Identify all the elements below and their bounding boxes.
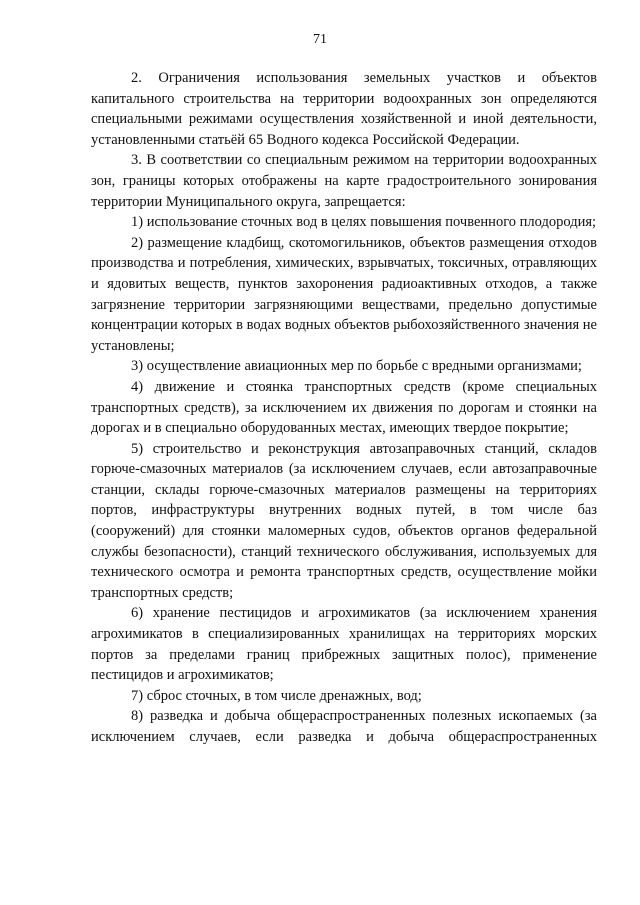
paragraph-item-3: 3. В соответствии со специальным режимом на территории водоохранных зон, границы которых отображены на карте градостроительного зонирования территории Муниципального округа, запрещается: <box>91 152 597 210</box>
list-item-1: 1) использование сточных вод в целях повышения почвенного плодородия; <box>131 214 597 231</box>
list-item-6: 6) хранение пестицидов и агрохимикатов (за исключением хранения агрохимикатов в специализированных хранилищах на территориях морских портов за пределами границ прибрежных защитных полос), применение пестицидов и агрохимикатов; <box>91 605 597 684</box>
list-item-8: 8) разведка и добыча общераспространенных полезных ископаемых (за исключением случаев, если разведка и добыча общераспространенных <box>91 708 597 745</box>
list-item-4: 4) движение и стоянка транспортных средств (кроме специальных транспортных средств), за исключением их движения по дорогам и стоянки на дорогах и в специально оборудованных местах, имеющих твердое покрытие; <box>91 378 597 437</box>
list-item-5: 5) строительство и реконструкция автозаправочных станций, складов горюче-смазочных материалов (за исключением случаев, если автозаправочные станции, склады горюче-смазочных материалов размещены на территориях портов, инфраструктуры внутренних водных путей, в том числе баз (сооружений) для стоянки маломерных судов, объектов органов федеральной службы безопасности), станций технического обслуживания, используемых для технического осмотра и ремонта транспортных средств, осуществление мойки транспортных средств; <box>91 440 597 601</box>
list-item-7: 7) сброс сточных, в том числе дренажных, вод; <box>131 687 422 704</box>
page-number: 71 <box>313 32 327 47</box>
list-item-3: 3) осуществление авиационных мер по борьбе с вредными организмами; <box>131 358 582 375</box>
list-item-2: 2) размещение кладбищ, скотомогильников, объектов размещения отходов производства и потребления, химических, взрывчатых, токсичных, отравляющих и ядовитых веществ, пунктов захоронения радиоактивных отходов, а также загрязнение территории загрязняющими веществами, предельно допустимые концентрации которых в водах водных объектов рыбохозяйственного значения не установлены; <box>91 234 597 354</box>
document-body <box>91 68 597 748</box>
paragraph-item-2: 2. Ограничения использования земельных участков и объектов капитального строительства на территории водоохранных зон определяются специальными режимами осуществления хозяйственной и иной деятельности, установленными статьёй 65 Водного кодекса Российской Федерации. <box>91 70 597 148</box>
